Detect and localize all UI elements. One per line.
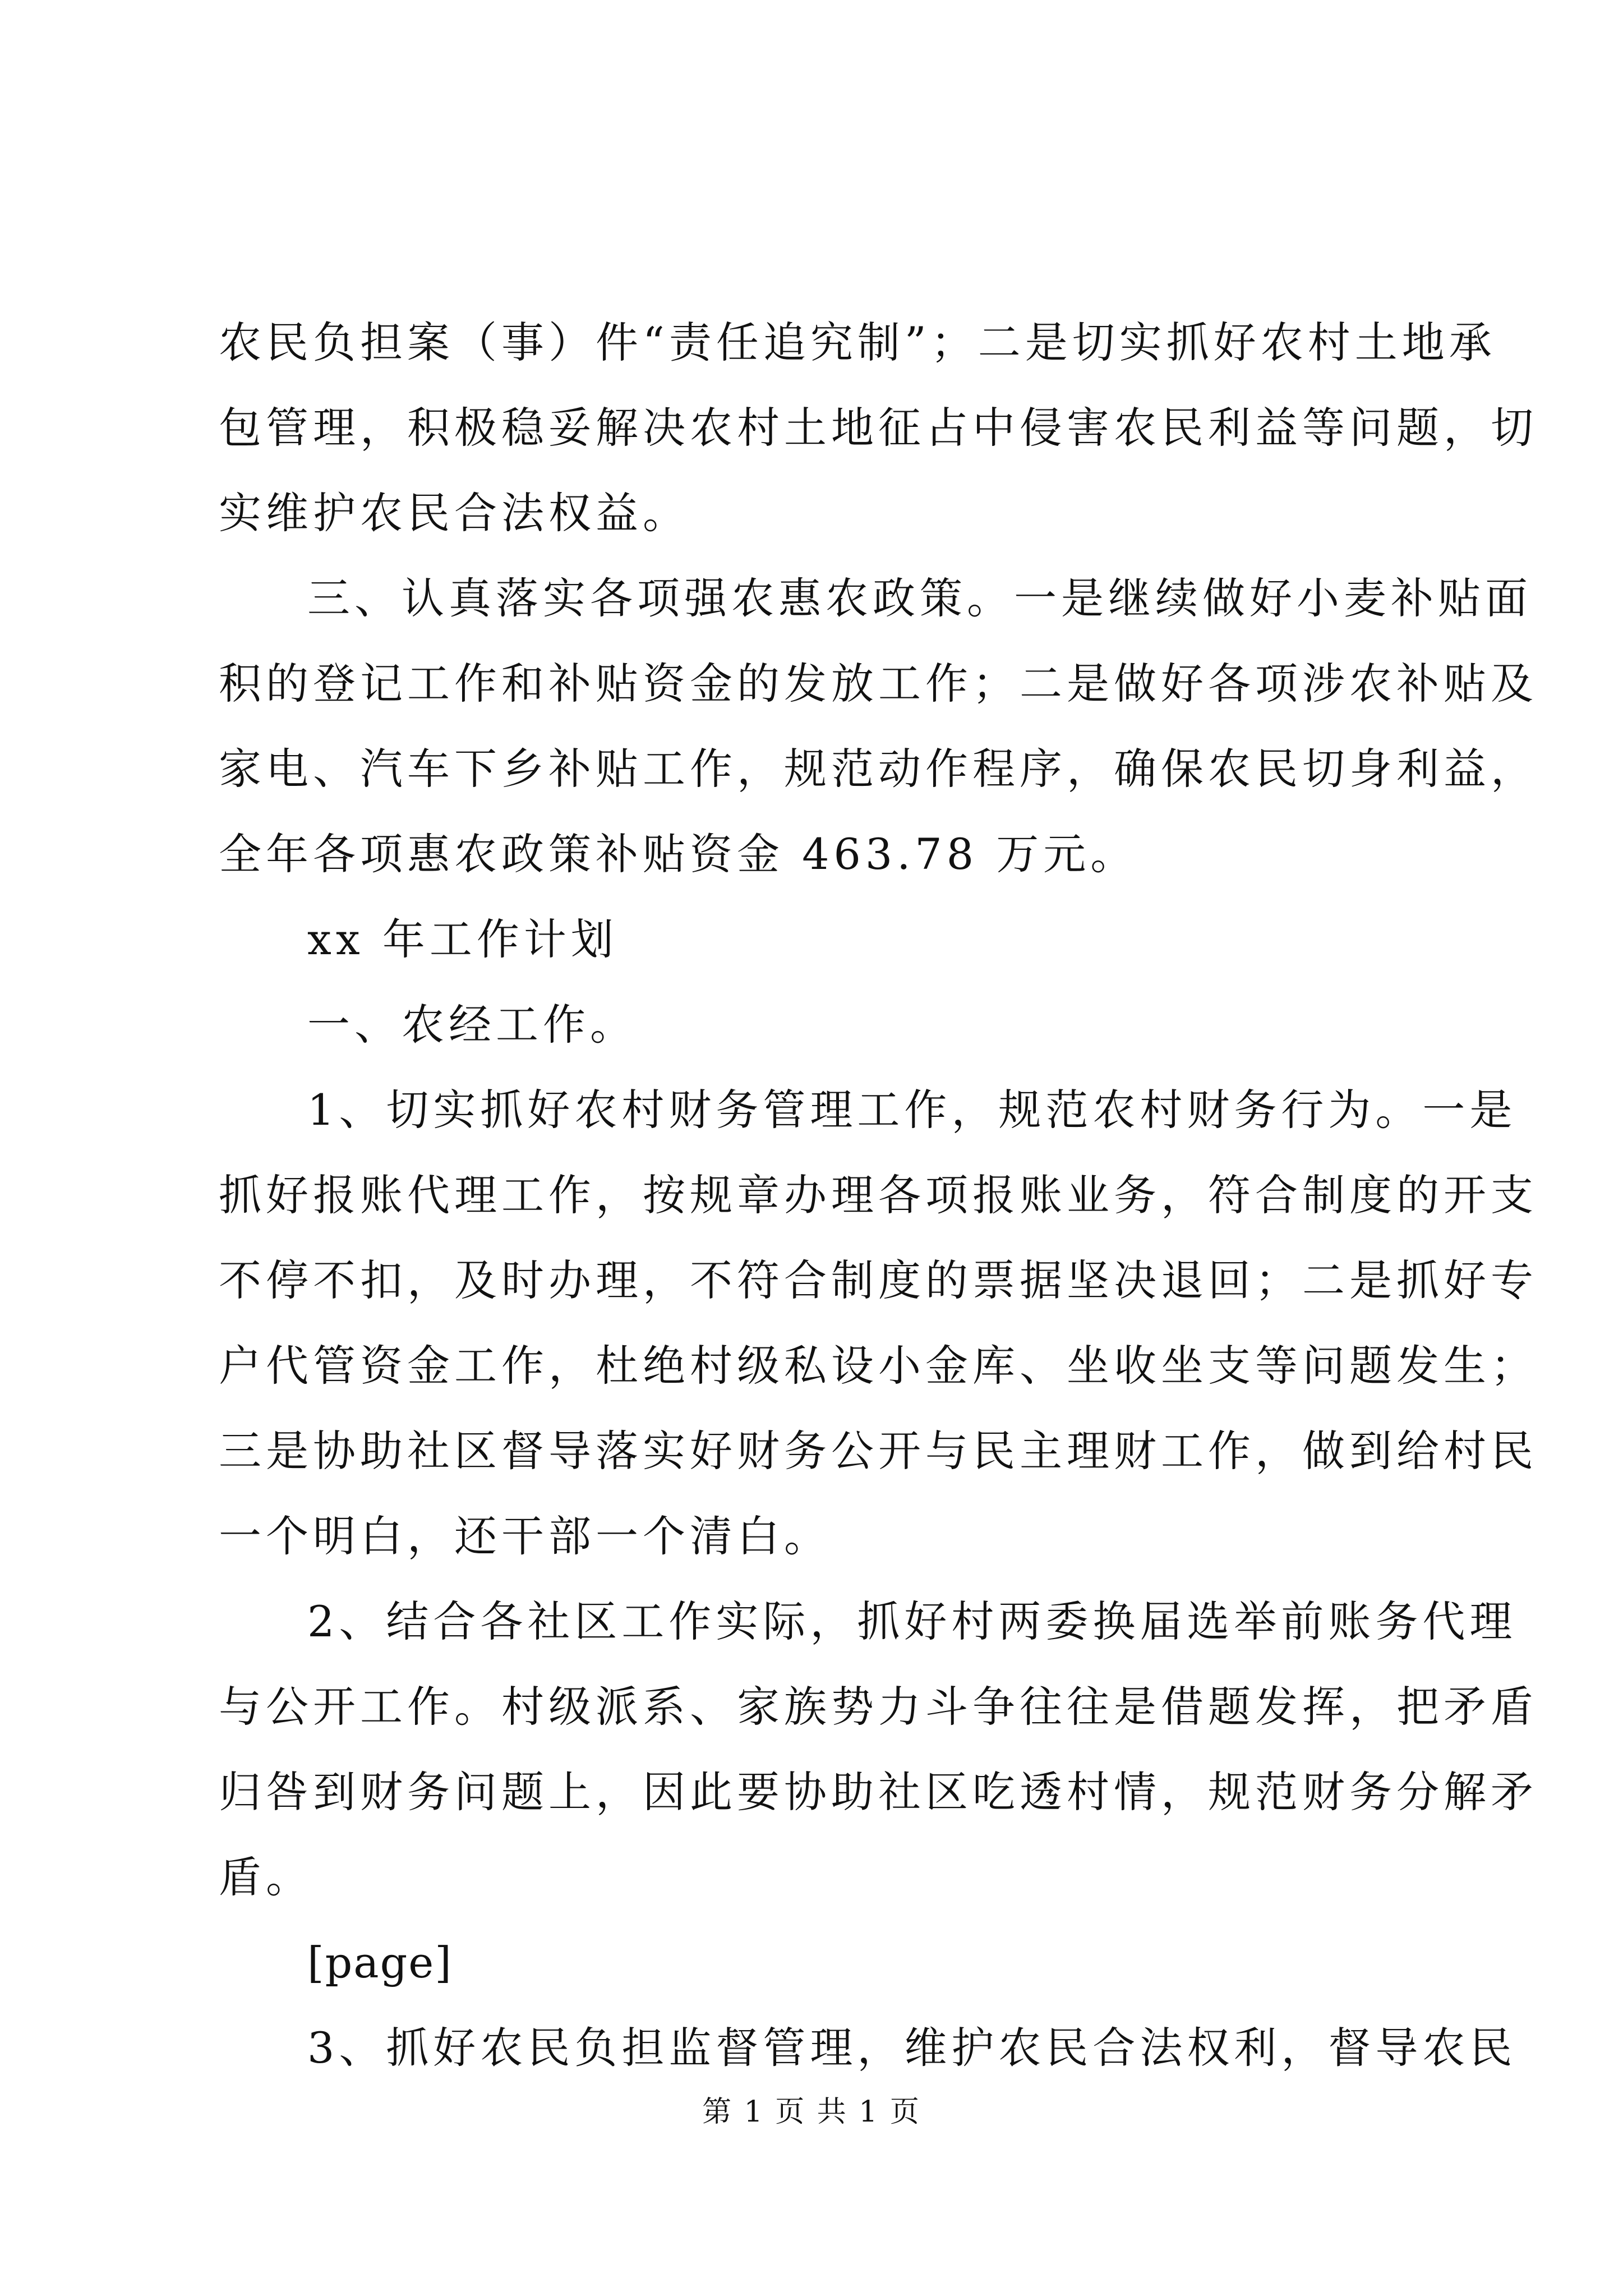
text-line: 户代管资金工作，杜绝村级私设小金库、坐收坐支等问题发生；: [219, 1341, 1538, 1391]
text-line: 归咎到财务问题上，因此要协助社区吃透村情，规范财务分解矛: [219, 1767, 1538, 1817]
text-line: 3、抓好农民负担监督管理，维护农民合法权利，督导农民: [307, 2023, 1517, 2073]
text-line: 2、结合各社区工作实际，抓好村两委换届选举前账务代理: [307, 1596, 1517, 1646]
text-line: 与公开工作。村级派系、家族势力斗争往往是借题发挥，把矛盾: [219, 1682, 1538, 1732]
text-line: 家电、汽车下乡补贴工作，规范动作程序，确保农民切身利益，: [219, 744, 1538, 794]
text-line: 不停不扣，及时办理，不符合制度的票据坚决退回；二是抓好专: [219, 1255, 1538, 1305]
text-line: 1、切实抓好农村财务管理工作，规范农村财务行为。一是: [307, 1085, 1517, 1135]
text-line: 全年各项惠农政策补贴资金 463.78 万元。: [219, 829, 1138, 879]
text-line: 农民负担案（事）件“责任追究制”；二是切实抓好农村土地承: [219, 318, 1496, 367]
text-line: 三、认真落实各项强农惠农政策。一是继续做好小麦补贴面: [307, 573, 1532, 623]
page-marker: [page]: [307, 1938, 453, 1987]
text-line: 盾。: [219, 1852, 313, 1902]
text-line: 三是协助社区督导落实好财务公开与民主理财工作，做到给村民: [219, 1426, 1538, 1476]
section-heading: xx 年工作计划: [307, 914, 618, 964]
text-line: 一个明白，还干部一个清白。: [219, 1511, 831, 1561]
text-line: 包管理，积极稳妥解决农村土地征占中侵害农民利益等问题，切: [219, 403, 1538, 453]
text-line: 抓好报账代理工作，按规章办理各项报账业务，符合制度的开支: [219, 1170, 1538, 1220]
page-footer: 第 1 页 共 1 页: [702, 2095, 921, 2129]
text-line: 积的登记工作和补贴资金的发放工作；二是做好各项涉农补贴及: [219, 659, 1538, 708]
section-heading: 一、农经工作。: [307, 1000, 637, 1050]
document-body: [219, 300, 1538, 2091]
text-line: 实维护农民合法权益。: [219, 488, 690, 538]
